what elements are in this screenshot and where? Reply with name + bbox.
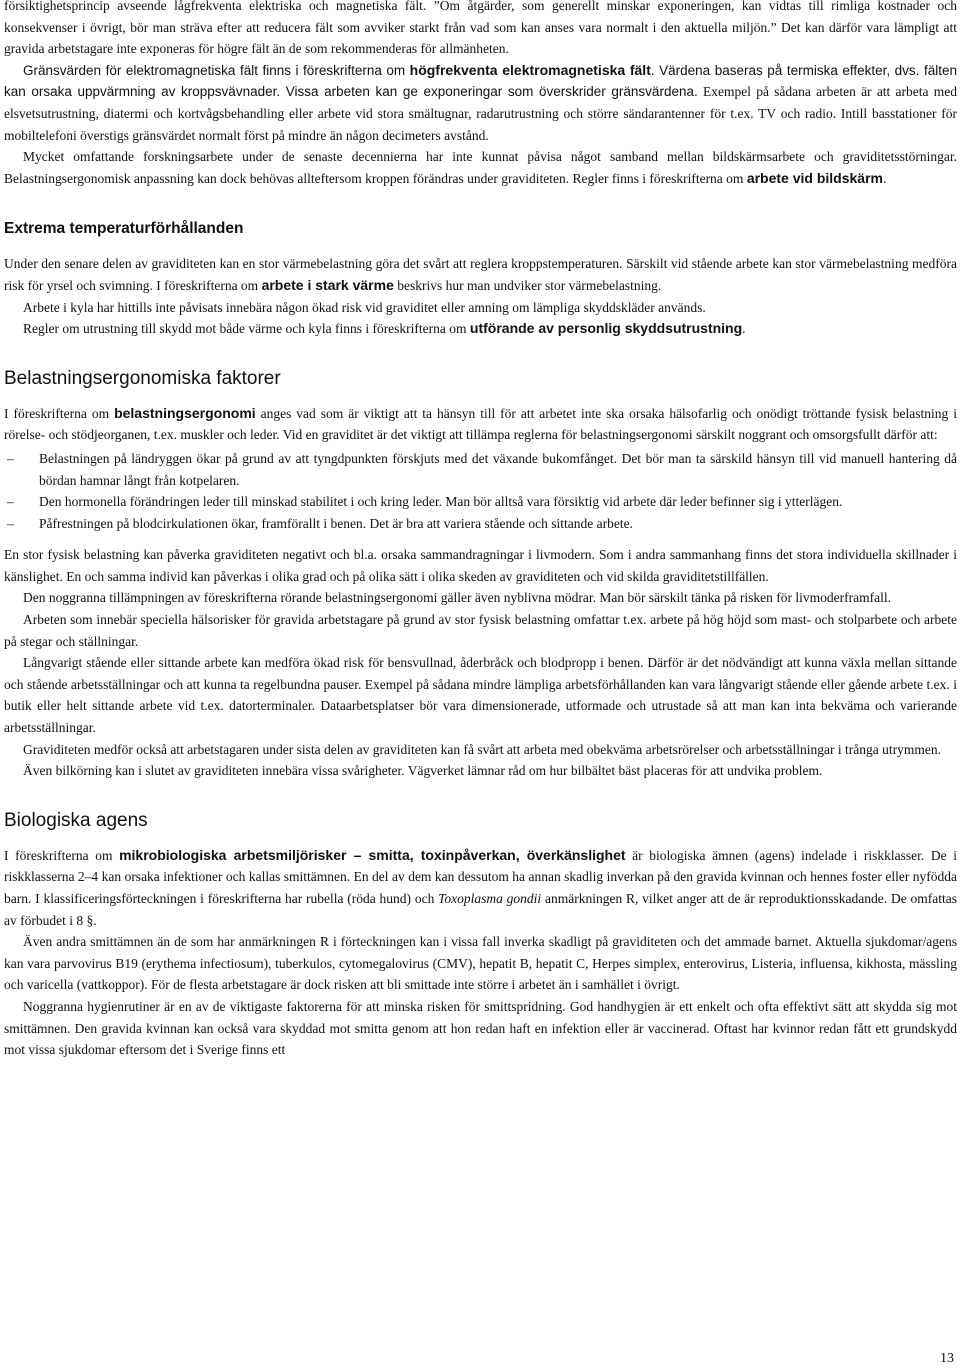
heat-text: Under den senare delen av graviditeten kan en stor värmebelastning göra det svårt att reglera kroppstemperaturen. Särskilt vid stående arbete kan stor värmebelastning medföra risk för yrsel och svimning. I föreskrifterna om: [4, 256, 957, 293]
ergonomics-paragraph: Arbeten som innebär speciella hälsorisker för gravida arbetstagare på grund av stor fysisk belastning omfattar t.ex. arbete på hög höjd som mast- och stolparbete och arbete på stegar och ställningar.: [4, 612, 957, 649]
protection-paragraph: [4, 318, 957, 340]
intro-paragraph: [4, 0, 957, 60]
list-item: [4, 513, 957, 535]
emf-text: Gränsvärden för elektromagnetiska fält finns i föreskrifterna om: [23, 62, 410, 78]
dash-bullet: –: [7, 450, 14, 466]
screen-work-text: Mycket omfattande forskningsarbete under de senaste decennierna har inte kunnat påvisa något samband mellan bildskärmsarbete och graviditetsstörningar. Belastningsergonomisk anpassning kan dock behövas allteftersom kroppen förändras under graviditeten. Regler finns i föreskrifterna om: [4, 149, 957, 186]
cold-paragraph: Arbete i kyla har hittills inte påvisats innebära någon ökad risk vid graviditet eller amning om lämpliga skyddskläder används.: [23, 299, 706, 315]
bio-intro-paragraph: [4, 845, 957, 931]
list-item: [4, 448, 957, 491]
ergo-text-cont: anges vad som är viktigt att ta hänsyn till för att arbetet inte ska orsaka hälsofarlig och onödigt tröttande fysisk belastning i rörelse- och stödjeorganen, t.ex. muskler och leder. Vid en graviditet är det viktigt att tillämpa reglerna för belastningsergonomi särskilt noggrant och omsorgsfullt därför att:: [4, 405, 957, 443]
emf-text-cont: . Värdena baseras på termiska effekter, dvs. fälten kan orsaka uppvärmning av kroppsvävnader. Vissa arbeten kan ge exponeringar som överskrider gränsvärdena.: [4, 62, 957, 100]
heat-text-cont: beskrivs hur man undviker stor värmebelastning.: [393, 277, 662, 293]
ergonomics-paragraph: Den noggranna tillämpningen av föreskrifterna rörande belastningsergonomi gäller även nyblivna mödrar. Man bör särskilt tänka på risken för livmoderframfall.: [23, 590, 891, 606]
link-mikrobiologiska-arbetsmiljorisker[interactable]: mikrobiologiska arbetsmiljörisker – smitta, toxinpåverkan, överkänslighet: [119, 846, 626, 863]
ergo-text: I föreskrifterna om: [4, 405, 115, 421]
list-item-text: Belastningen på ländryggen ökar på grund av att tyngdpunkten förskjuts med det växande bukomfånget. Det bör man ta särskild hänsyn till vid manuell hantering då bördan hamnar långt från kotpelaren.: [39, 450, 957, 488]
ergonomics-paragraph: Graviditeten medför också att arbetstagaren under sista delen av graviditeten kan få svårt att arbeta med obekväma arbetsrörelser och arbetsställningar i trånga utrymmen.: [23, 741, 942, 757]
ergonomics-paragraph: Även bilkörning kan i slutet av graviditeten innebära vissa svårigheter. Vägverket lämnar råd om hur bilbältet bäst placeras för att undvika problem.: [23, 763, 823, 779]
protection-text: Regler om utrustning till skydd mot både värme och kyla finns i föreskrifterna om: [23, 321, 470, 337]
heading-biological-agents-text: Biologiska agens: [4, 809, 148, 831]
link-arbete-vid-bildskarm[interactable]: arbete vid bildskärm: [746, 169, 883, 186]
list-item-text: Den hormonella förändringen leder till minskad stabilitet i och kring leder. Man bör alltså vara försiktig vid arbete där leder befinner sig i ytterlägen.: [39, 494, 843, 510]
link-personlig-skyddsutrustning[interactable]: utförande av personlig skyddsutrustning: [469, 320, 743, 337]
quote-text: försiktighetsprincip avseende lågfrekventa elektriska och magnetiska fält. ”Om åtgärder, som generellt minskar exponeringen, kan vidtas till rimliga kostnader och konsekvenser i övrigt, bör man sträva efter att reducera fält som avviker starkt från vad som kan anses vara normalt i den aktuella miljön.”: [4, 0, 957, 35]
link-hogfrekventa-falt[interactable]: högfrekventa elektromagnetiska fält: [409, 61, 651, 78]
bio-paragraph: Även andra smittämnen än de som har anmärkningen R i förteckningen kan i vissa fall inverka skadligt på graviditeten och det ammade barnet. Aktuella sjukdomar/agens kan vara parvovirus B19 (erythema infectiosum), tuberkulos, cytomegalovirus (CMV), hepatit B, hepatit C, Herpes simplex, enterovirus, Listeria, influensa, kikhosta, mässling och varicella (vattkoppor). För de flesta arbetstagare är dock risken att bli smittade inte större i arbetet än i samhället i övrigt.: [4, 934, 957, 993]
species-name: Toxoplasma gondii: [438, 891, 542, 906]
list-item: [4, 491, 957, 513]
bio-text-cont: är biologiska ämnen (agens) indelade i riskklasser. De i riskklasserna 2–4 kan orsaka infektioner och kallas smittämnen. En del av dem kan dessutom ha annan skadlig inverkan på den gravida kvinnan och hennes foster eller nyfödda barn. I klassificeringsförteckningen i föreskrifterna har rubella (röda hund) och: [4, 847, 957, 906]
list-item-text: Påfrestningen på blodcirkulationen ökar, framförallt i benen. Det är bra att variera stående och sittande arbete.: [39, 515, 633, 531]
bio-paragraph: Noggranna hygienrutiner är en av de viktigaste faktorerna för att minska risken för smittspridning. God handhygien är ett enkelt och ofta effektivt sätt att skydda sig mot smittämnen. Den gravida kvinnan kan också vara skyddad mot smitta genom att hon redan haft en infektion eller är vaccinerad. Oftast har kvinnor redan fått ett grundskydd mot vissa sjukdomar eftersom det i Sverige finns ett: [4, 998, 957, 1058]
heading-ergonomics: [4, 367, 957, 391]
heading-biological-agents: [4, 809, 957, 833]
period: .: [882, 170, 887, 186]
recommendation-text: Det kan därför vara lämpligt att gravida arbetstagare inte exponeras för högre fält än de som rekommenderas för allmänheten.: [4, 19, 957, 57]
emf-examples-text: Exempel på sådana arbeten är att arbeta med elsvetsutrustning, diatermi och kortvågsbehandling eller arbete vid stora smältugnar, radarutrustning och större sändarantenner för t.ex. TV och radio. Intill basstationer för mobiltelefoni överstigs gränsvärdet normalt först på mindre än någon decimeters avstånd.: [4, 84, 957, 143]
bio-text: I föreskrifterna om: [4, 847, 120, 863]
heat-paragraph: [4, 253, 957, 296]
dash-bullet: –: [7, 494, 14, 510]
ergonomics-dash-list: [4, 448, 957, 534]
ergonomics-paragraph: En stor fysisk belastning kan påverka graviditeten negativt och bl.a. orsaka sammandragningar i livmodern. Som i andra sammanhang finns det stora individuella skillnader i känslighet. En och samma individ kan påverkas i olika grad och på olika sätt i olika skeden av graviditeten och vid skilda graviditetstillfällen.: [4, 547, 957, 584]
dash-bullet: –: [7, 515, 14, 531]
heading-ergonomics-text: Belastningsergonomiska faktorer: [4, 367, 281, 389]
emf-paragraph: [4, 60, 957, 146]
heading-temperature: Extrema temperaturförhållanden: [4, 220, 244, 238]
bio-text-end: anmärkningen R, vilket anger att de är reproduktionsskadande. De omfattas av förbudet i 8 §.: [4, 891, 957, 928]
link-arbete-i-stark-varme[interactable]: arbete i stark värme: [261, 276, 394, 293]
document-page: [4, 0, 957, 1061]
link-belastningsergonomi[interactable]: belastningsergonomi: [114, 404, 256, 421]
ergonomics-intro-paragraph: [4, 403, 957, 446]
page-number: 13: [940, 1351, 954, 1366]
period: .: [742, 321, 746, 337]
ergonomics-paragraph: Långvarigt stående eller sittande arbete kan medföra ökad risk för bensvullnad, åderbråck och blodpropp i benen. Därför är det nödvändigt att kunna växla mellan sittande och stående arbetsställningar och att kunna ta regelbundna pauser. Exempel på sådana mindre lämpliga arbetsförhållanden kan vara långvarigt stående eller gående arbete t.ex. i butik eller helt sittande arbete vid t.ex. datorterminaler. Dataarbetsplatser bör vara dimensionerade, utformade och utrustade så att man kan inta bekväma och varierande arbetsställningar.: [4, 655, 957, 736]
screen-work-paragraph: [4, 146, 957, 189]
